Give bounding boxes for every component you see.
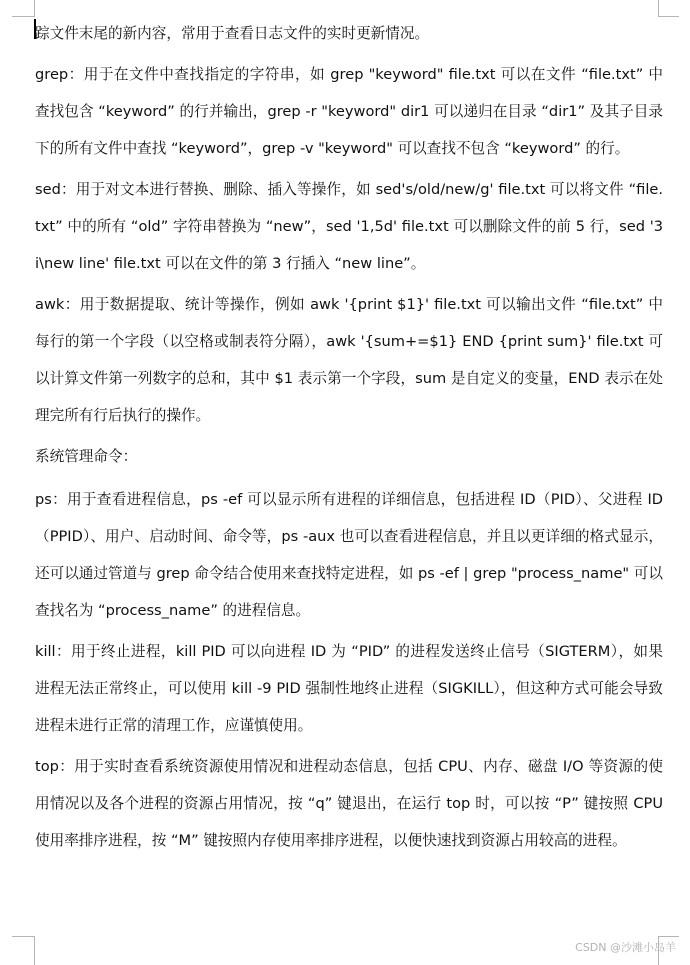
paragraph-kill[interactable]: kill：用于终止进程，kill PID 可以向进程 ID 为 “PID” 的进程发送终止信号（SIGTERM），如果进程无法正常终止，可以使用 kill -9 PID 强制性地终止进程（SIGKILL），但这种方式可能会导致进程未进行正常的清理工作，应谨慎使用。 <box>35 643 663 734</box>
watermark: CSDN @沙滩小岛羊 <box>575 941 676 954</box>
paragraph-grep[interactable]: grep：用于在文件中查找指定的字符串，如 grep "keyword" file.txt 可以在文件 “file.txt” 中查找包含 “keyword” 的行并输出，grep -r "keyword" dir1 可以递归在目录 “dir1” 及其子目录下的所有文件中查找 “keyword”，grep -v "keyword" 可以查找不包含 “keyword” 的行。 <box>35 66 663 157</box>
section-heading-system-management[interactable]: 系统管理命令： <box>35 448 138 465</box>
paragraph-ps[interactable]: ps：用于查看进程信息，ps -ef 可以显示所有进程的详细信息，包括进程 ID（PID）、父进程 ID（PPID）、用户、启动时间、命令等，ps -aux 也可以查看进程信息，并且以更详细的格式显示，还可以通过管道与 grep 命令结合使用来查找特定进程，如 ps -ef | grep "process_name" 可以查找名为 “process_name” 的进程信息。 <box>35 491 663 619</box>
paragraph-tail-intro[interactable]: 踪文件末尾的新内容，常用于查看日志文件的实时更新情况。 <box>35 25 430 42</box>
paragraph-sed[interactable]: sed：用于对文本进行替换、删除、插入等操作，如 sed's/old/new/g' file.txt 可以将文件 “file.txt” 中的所有 “old” 字符串替换为 “new”，sed '1,5d' file.txt 可以删除文件的前 5 行，sed '3i\new line' file.txt 可以在文件的第 3 行插入 “new line”。 <box>35 181 663 272</box>
document-page[interactable] <box>35 15 663 863</box>
paragraph-top[interactable]: top：用于实时查看系统资源使用情况和进程动态信息，包括 CPU、内存、磁盘 I/O 等资源的使用情况以及各个进程的资源占用情况，按 “q” 键退出，在运行 top 时，可以按 “P” 键按照 CPU 使用率排序进程，按 “M” 键按照内存使用率排序进程，以便快速找到资源占用较高的进程。 <box>35 758 663 849</box>
page-corner-mark-top-left <box>12 0 35 17</box>
paragraph-awk[interactable]: awk：用于数据提取、统计等操作，例如 awk '{print $1}' file.txt 可以输出文件 “file.txt” 中每行的第一个字段（以空格或制表符分隔），awk '{sum+=$1} END {print sum}' file.txt 可以计算文件第一列数字的总和，其中 $1 表示第一个字段，sum 是自定义的变量，END 表示在处理完所有行后执行的操作。 <box>35 296 663 424</box>
page-corner-mark-bottom-left <box>12 936 35 965</box>
